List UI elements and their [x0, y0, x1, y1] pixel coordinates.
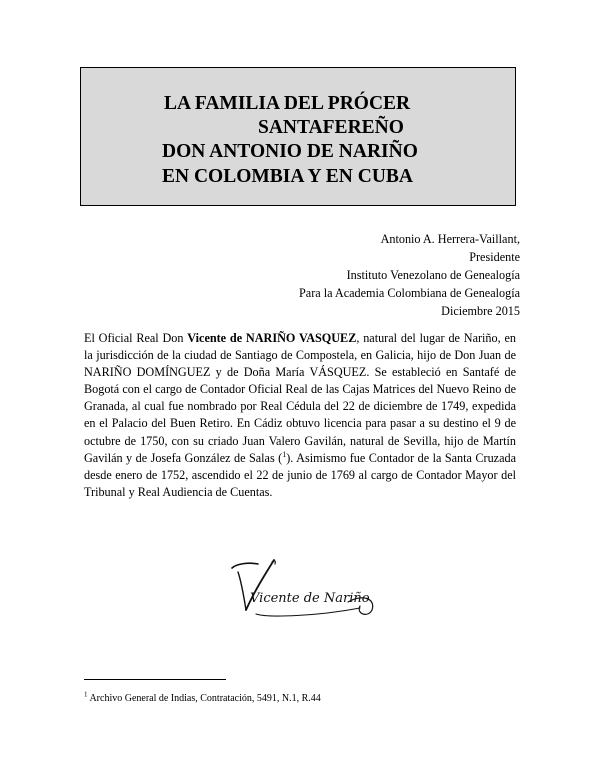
title-line-4: EN COLOMBIA Y EN CUBA [162, 166, 413, 187]
title-line-2: SANTAFEREÑO [258, 117, 404, 138]
title-line-1: LA FAMILIA DEL PRÓCER [164, 93, 411, 114]
author-name: Antonio A. Herrera-Vaillant, [380, 232, 520, 246]
title-line-3: DON ANTONIO DE NARIÑO [162, 141, 418, 162]
footnote-reference[interactable]: 1 [282, 449, 287, 459]
author-audience: Para la Academia Colombiana de Genealogía [299, 286, 520, 300]
body-paragraph [84, 330, 516, 501]
footnote-marker: 1 [84, 690, 88, 699]
author-institution: Instituto Venezolano de Genealogía [346, 268, 520, 282]
author-role: Presidente [469, 250, 520, 264]
body-text-a: , natural del lugar de Nariño, en la jurisdicción de la ciudad de Santiago de Compostela, en Galicia, hijo de Don Juan de NARIÑO DOMÍNGUEZ y de Doña María VÁSQUEZ. Se estableció en Santafé de Bogotá con el cargo de Contador Oficial Real de las Cajas Matrices del Nuevo Reino de Granada, al cual fue nombrado por Real Cédula del 22 de diciembre de 1749, expedida en el Palacio del Buen Retiro. En Cádiz obtuvo licencia para pasar a su destino el 9 de octubre de 1750, con su criado Juan Valero Gavilán, natural de Sevilla, hijo de Martín Gavilán y de Josefa González de Salas ( [84, 331, 516, 465]
body-intro: El Oficial Real Don [84, 331, 188, 345]
author-date: Diciembre 2015 [441, 304, 520, 318]
title-box [80, 67, 516, 206]
signature-text: Vicente de Nariño [250, 591, 370, 606]
signature-image [228, 558, 388, 622]
author-block [299, 230, 520, 320]
body-text-b: ). Asimismo fue Contador de la Santa Cruzada desde enero de 1752, ascendido el 22 de junio de 1769 al cargo de Contador Mayor del Tribunal y Real Audiencia de Cuentas. [84, 450, 516, 499]
footnote [84, 690, 321, 705]
footnote-divider [84, 679, 226, 680]
footnote-text: Archivo General de Indias, Contratación, 5491, N.1, R.44 [87, 693, 321, 704]
subject-name: Vicente de NARIÑO VASQUEZ [187, 331, 357, 345]
